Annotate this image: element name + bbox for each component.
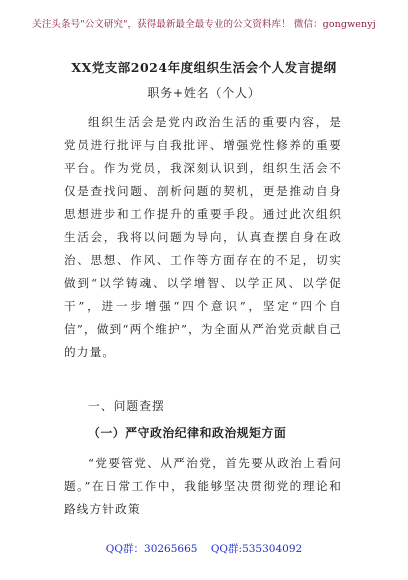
footer-contact <box>0 541 408 556</box>
header-promo-text: 关注头条号"公文研究"，获得最新最全最专业的公文资料库！ 微信：gongwenyj <box>32 19 376 30</box>
section-heading: 一、问题查摆 <box>88 399 165 413</box>
subsection-heading: （一）严守政治纪律和政治规矩方面 <box>88 426 287 440</box>
paragraph-intro: 组织生活会是党内政治生活的重要内容，是党员进行批评与自我批评、增强党性修养的重要平台。作为党员，我深刻认识到，组织生活会不仅是查找问题、剖析问题的契机，更是推动自身思想进步和工作提升的重要手段。通过此次组织生活会，我将以问题为导向，认真查摆自身在政治、思想、作风、工作等方面存在的不足，切实做到“以学铸魂、以学增智、以学正风、以学促干”，进一步增强“四个意识”，坚定“四个自信”，做到“两个维护”，为全面从严治党贡献自己的力量。 <box>64 115 342 359</box>
header-promo-note <box>0 16 408 30</box>
footer-qq-group-2: QQ群:535304092 <box>210 543 303 555</box>
footer-qq-group-1: QQ群：30265665 <box>105 543 198 555</box>
document-title: XX党支部2024年度组织生活会个人发言提纲 <box>71 60 337 75</box>
paragraph-political-discipline: “党要管党、从严治党，首先要从政治上看问题。”在日常工作中，我能够坚决贯彻党的理论和路线方针政策 <box>64 456 342 516</box>
document-subtitle: 职务+姓名（个人） <box>147 86 261 100</box>
